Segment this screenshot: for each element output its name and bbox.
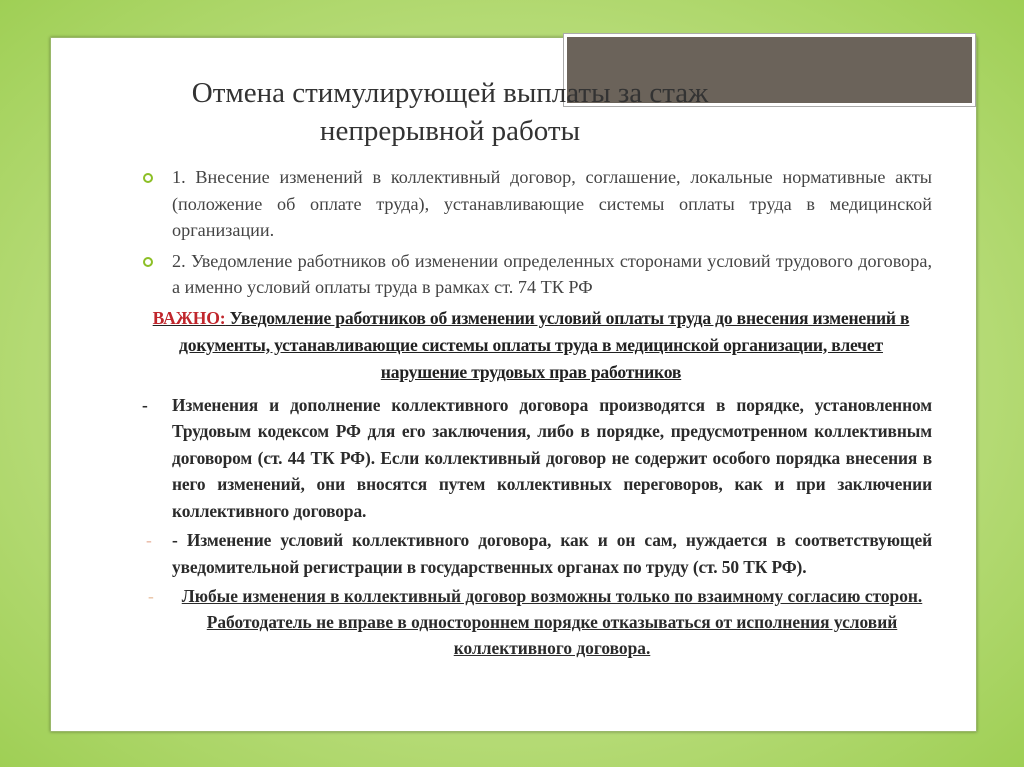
important-note [150, 305, 912, 386]
bullet-item [140, 248, 932, 301]
title-line-1: Отмена стимулирующей выплаты за стаж [191, 77, 709, 109]
dash-item [140, 392, 932, 525]
dash-item-text: Изменения и дополнение коллективного договора производятся в порядке, установленном Трудовым кодексом РФ для его заключения, либо в порядке, предусмотренном коллективным договором (ст. 44 ТК РФ). Если коллективный договор не содержит особого порядка внесения в него изменений, они вносятся путем коллективных переговоров, как и при заключении коллективного договора. [172, 394, 932, 521]
circle-bullet-icon [143, 173, 153, 183]
bullet-text: 2. Уведомление работников об изменении определенных сторонами условий трудового договора, а именно условий оплаты труда в рамках ст. 74 ТК РФ [172, 250, 932, 297]
slide-body [140, 164, 932, 661]
important-label: ВАЖНО: [152, 307, 226, 328]
circle-bullet-icon [143, 257, 153, 267]
bullet-item [140, 164, 932, 244]
bullet-text: 1. Внесение изменений в коллективный договор, соглашение, локальные нормативные акты (положение об оплате труда), устанавливающие системы оплаты труда в медицинской организации. [172, 167, 932, 240]
dash-marker: - [142, 394, 148, 415]
slide-title [150, 74, 750, 150]
dash-marker: - [148, 586, 154, 606]
final-note [140, 583, 932, 661]
important-text: Уведомление работников об изменении условий оплаты труда до внесения изменений в документы, устанавливающие системы оплаты труда в медицинской организации, влечет нарушение трудовых прав работников [179, 307, 910, 382]
title-line-2: непрерывной работы [319, 115, 581, 147]
dash-item [140, 527, 932, 580]
dash-marker: - [146, 530, 152, 550]
dash-item-text: - Изменение условий коллективного договора, как и он сам, нуждается в соответствующей уведомительной регистрации в государственных органах по труду (ст. 50 ТК РФ). [172, 530, 932, 577]
final-note-text: Любые изменения в коллективный договор возможны только по взаимному согласию сторон. Работодатель не вправе в одностороннем порядке отказываться от исполнения условий коллективного договора. [181, 586, 923, 658]
